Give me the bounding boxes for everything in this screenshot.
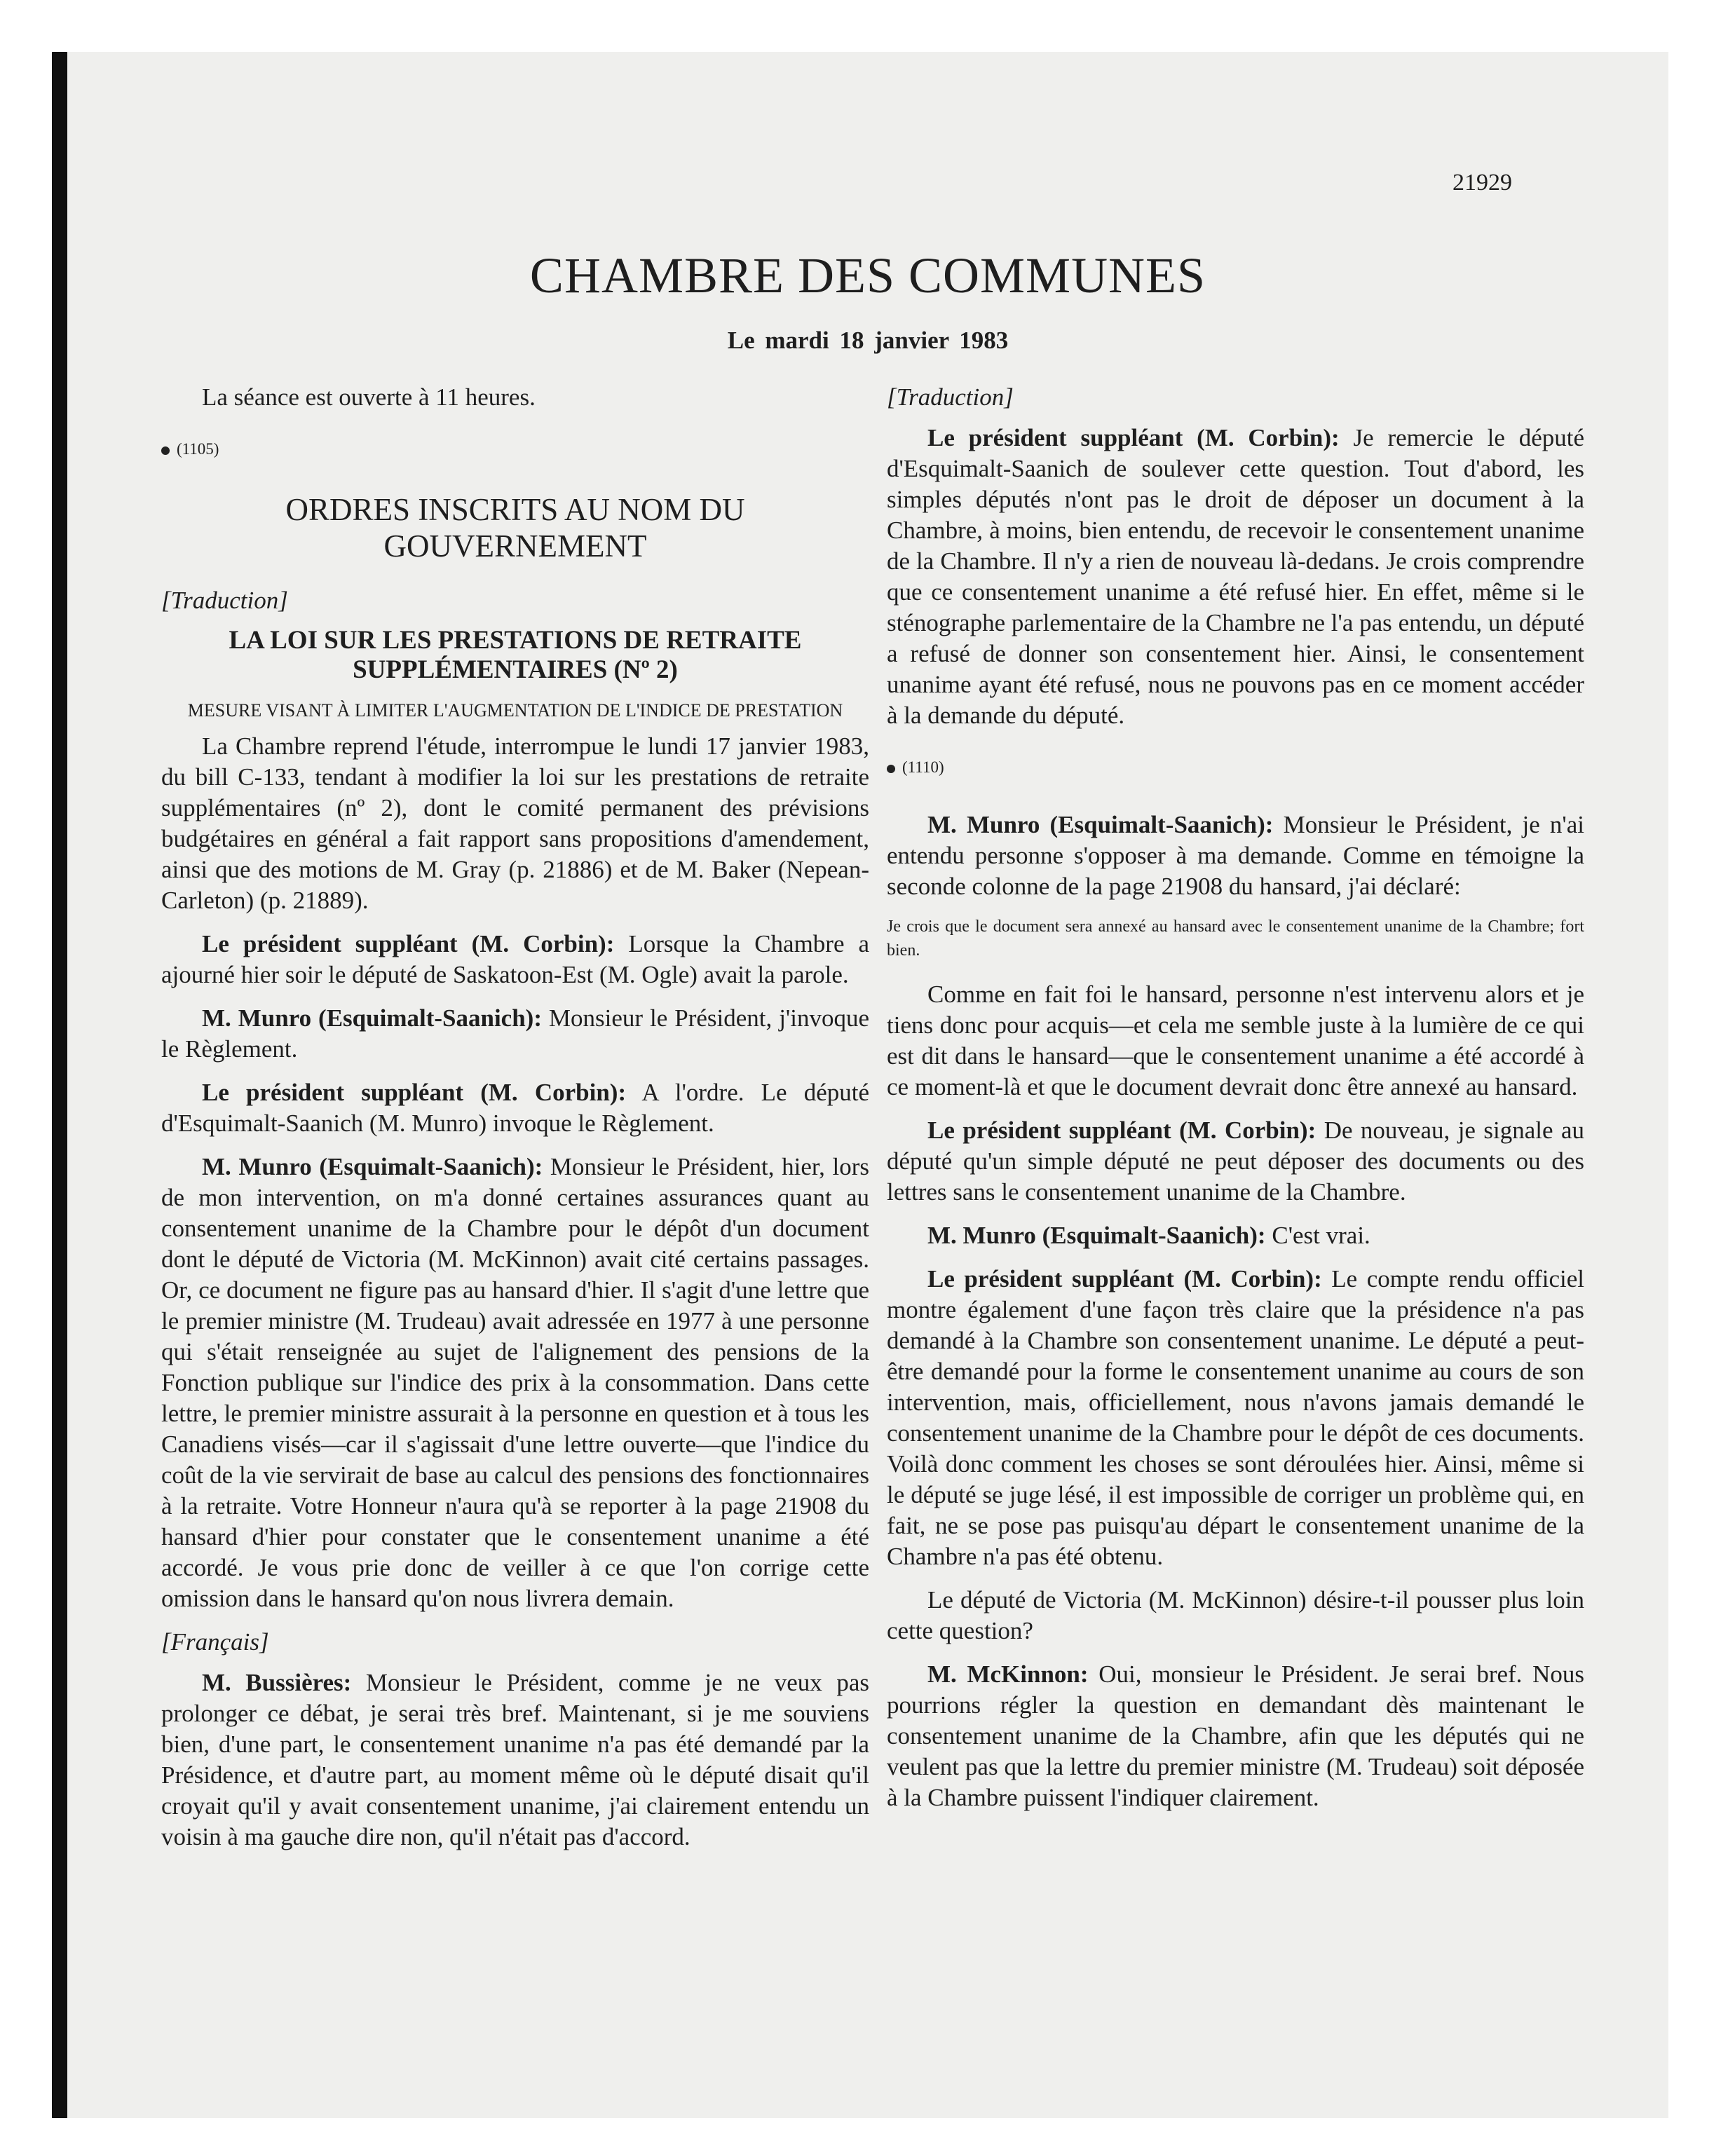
paragraph [887,423,1584,731]
language-tag: [Traduction] [887,383,1014,411]
time-marker [887,752,1584,783]
speaker-name: M. Bussières: [202,1669,352,1696]
paragraph [887,1659,1584,1813]
paragraph [161,1003,869,1065]
paragraph: La Chambre reprend l'étude, interrompue le lundi 17 janvier 1983, du bill C-133, tendant à modifier la loi sur les prestations de retraite supplémentaires (nº 2), dont le comité permanent des prévisions budgétaires en général a fait rapport sans propositions d'amendement, ainsi que des motions de M. Gray (p. 21886) et de M. Baker (Nepean-Carleton) (p. 21889). [161,732,869,914]
speaker-name: M. Munro (Esquimalt-Saanich): [927,811,1274,838]
paragraph: Le député de Victoria (M. McKinnon) désire-t-il pousser plus loin cette question? [887,1586,1584,1644]
paragraph [887,810,1584,902]
speaker-name: M. McKinnon: [927,1660,1089,1688]
speaker-name: M. Munro (Esquimalt-Saanich): [202,1153,543,1180]
paragraph [161,1667,869,1853]
speaker-name: Le président suppléant (M. Corbin): [202,1079,627,1106]
bullet-icon [887,765,895,773]
bullet-icon [161,446,170,455]
speech-text: A l'ordre. Le député d'Esquimalt-Saanich (M. Munro) invoque le Règlement. [161,1079,869,1137]
paragraph [161,929,869,990]
language-tag: [Traduction] [161,587,288,614]
speech-text: Lorsque la Chambre a ajourné hier soir le député de Saskatoon-Est (M. Ogle) avait la parole. [161,930,869,988]
speaker-name: Le président suppléant (M. Corbin): [927,424,1340,451]
speech-text: Monsieur le Président, j'invoque le Règlement. [161,1004,869,1063]
left-column [161,382,869,1865]
speaker-name: M. Munro (Esquimalt-Saanich): [927,1222,1266,1249]
speaker-name: M. Munro (Esquimalt-Saanich): [202,1004,542,1032]
paragraph [887,1220,1584,1251]
speech-text: Je remercie le député d'Esquimalt-Saanich de soulever cette question. Tout d'abord, les simples députés n'ont pas le droit de déposer un document à la Chambre, à moins, bien entendu, de recevoir le consentement unanime de la Chambre. Il n'y a rien de nouveau là-dedans. Je crois comprendre que ce consentement unanime a été refusé hier. En effet, même si le sténographe parlementaire de la Chambre ne l'a pas entendu, un député a refusé de donner son consentement hier. Ainsi, le consentement unanime ayant été refusé, nous ne pouvons pas en ce moment accéder à la demande du député. [887,424,1584,729]
opening-line: La séance est ouverte à 11 heures. [202,383,536,411]
speech-text: Oui, monsieur le Président. Je serai bref. Nous pourrions régler la question en demandant dès maintenant le consentement unanime de la Chambre, afin que les députés qui ne veulent pas que la lettre du premier ministre (M. Trudeau) soit déposée à la Chambre puissent l'indiquer clairement. [887,1660,1584,1811]
section-heading: ORDRES INSCRITS AU NOM DU GOUVERNEMENT [285,492,745,564]
paragraph [887,1115,1584,1208]
right-column [887,382,1584,1826]
bill-title: LA LOI SUR LES PRESTATIONS DE RETRAITE SUPPLÉMENTAIRES (Nº 2) [229,626,802,684]
scan-edge [52,52,67,2118]
speech-text: Monsieur le Président, comme je ne veux pas prolonger ce débat, je serai très bref. Maintenant, si je me souviens bien, d'une part, le consentement unanime n'a pas été demandé par la Présidence, et d'autre part, au moment même où le député disait qu'il croyait qu'il y avait consentement unanime, j'ai clairement entendu un voisin à ma gauche dire non, qu'il n'était pas d'accord. [161,1669,869,1850]
page-number: 21929 [1452,170,1512,196]
quotation: Je crois que le document sera annexé au hansard avec le consentement unanime de la Chambre; fort bien. [887,917,1584,960]
speech-text: De nouveau, je signale au député qu'un simple député ne peut déposer des documents ou des lettres sans le consentement unanime de la Chambre. [887,1117,1584,1206]
speech-text: Monsieur le Président, je n'ai entendu personne s'opposer à ma demande. Comme en témoigne la seconde colonne de la page 21908 du hansard, j'ai déclaré: [887,811,1584,900]
speech-text: Monsieur le Président, hier, lors de mon intervention, on m'a donné certaines assurances quant au consentement unanime de la Chambre pour le dépôt d'un document dont le député de Victoria (M. McKinnon) avait cité certains passages. Or, ce document ne figure pas au hansard d'hier. Il s'agit d'une lettre que le premier ministre (M. Trudeau) avait adressée en 1977 à une personne qui s'était renseignée au sujet de l'alignement des pensions de la Fonction publique sur l'indice des prix à la consommation. Dans cette lettre, le premier ministre assurait à la personne en question et à tous les Canadiens visés—car il s'agissait d'une lettre ouverte—que l'indice du coût de la vie servirait de base au calcul des pensions des fonctionnaires à la retraite. Votre Honneur n'aura qu'à se reporter à la page 21908 du hansard d'hier pour constater que le consentement unanime a été accordé. Je vous prie donc de veiller à ce que l'on corrige cette omission dans le hansard qu'on nous livrera demain. [161,1153,869,1612]
language-tag: [Français] [161,1628,269,1656]
speaker-name: Le président suppléant (M. Corbin): [927,1265,1322,1292]
speech-text: Le compte rendu officiel montre également d'une façon très claire que la présidence n'a pas demandé à la Chambre son consentement unanime. Le député a peut-être demandé pour la forme le consentement unanime au cours de son intervention, mais, officiellement, nous n'avons jamais demandé le consentement unanime de la Chambre pour le dépôt de ces documents. Voilà donc comment les choses se sont déroulées hier. Ainsi, même si le député se juge lésé, il est impossible de corriger un problème qui, en fait, ne se pose pas puisqu'au départ le consentement unanime de la Chambre n'a pas été obtenu. [887,1265,1584,1570]
time-marker-label: (1110) [902,758,944,776]
paragraph: Comme en fait foi le hansard, personne n'est intervenu alors et je tiens donc pour acquis—et cela me semble juste à la lumière de ce qui est dit dans le hansard—que le consentement unanime a été accordé à ce moment-là et que le document devrait donc être annexé au hansard. [887,981,1584,1100]
bill-measure: MESURE VISANT À LIMITER L'AUGMENTATION DE L'INDICE DE PRESTATION [187,700,843,721]
time-marker [161,434,869,465]
sitting-date: Le mardi 18 janvier 1983 [727,327,1009,354]
paragraph [161,1077,869,1139]
time-marker-label: (1105) [177,440,219,458]
page-title: CHAMBRE DES COMMUNES [529,247,1206,303]
speech-text: C'est vrai. [1265,1222,1370,1249]
speaker-name: Le président suppléant (M. Corbin): [202,930,615,957]
speaker-name: Le président suppléant (M. Corbin): [927,1117,1316,1144]
paragraph [161,1152,869,1614]
paragraph [887,1264,1584,1572]
